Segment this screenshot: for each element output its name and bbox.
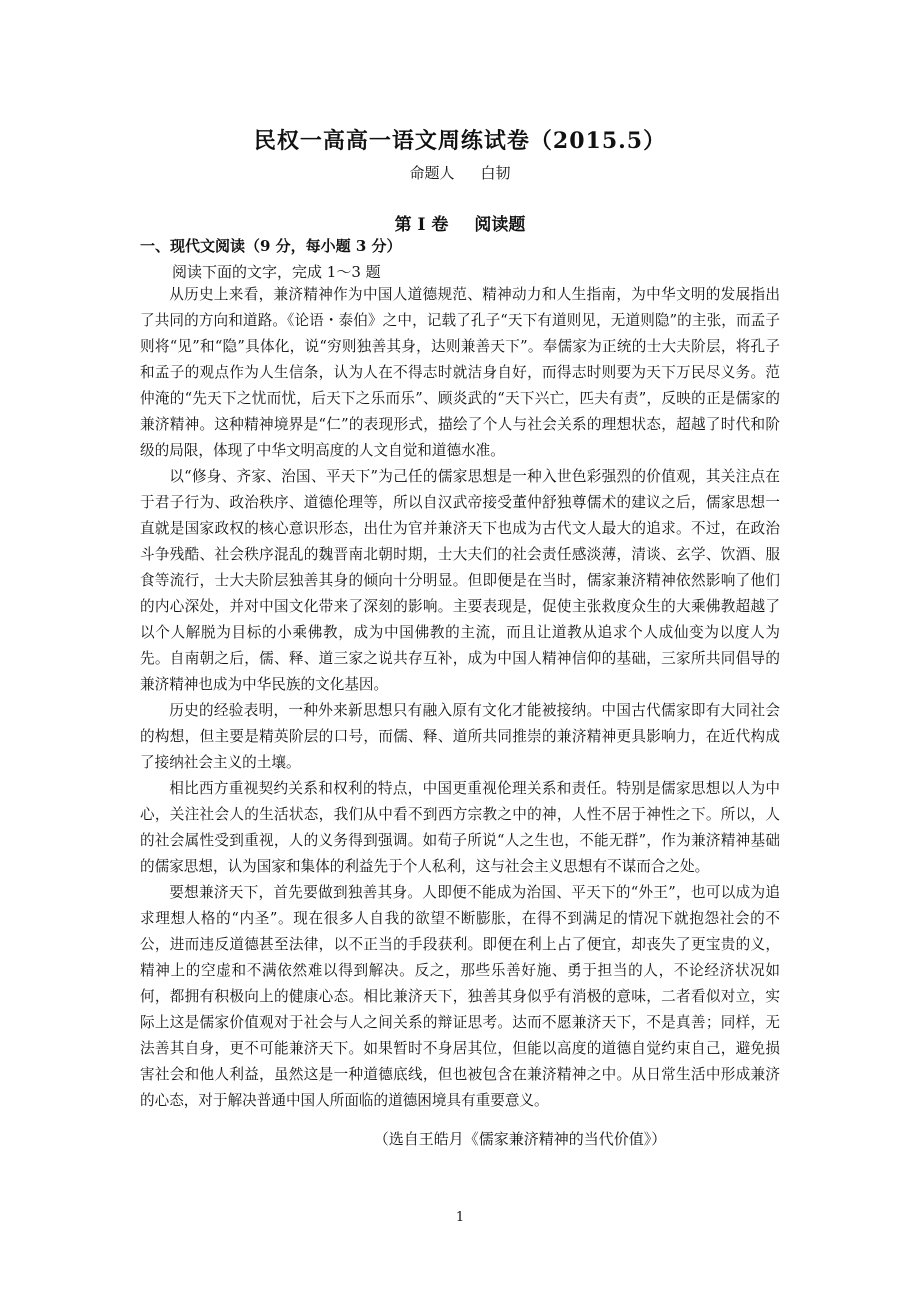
page-number: 1 [455,1210,465,1225]
section-number: 第 I 卷 [394,215,449,235]
reading-instruction: 阅读下面的文字，完成 1～3 题 [172,263,381,281]
section-title [0,210,920,235]
passage-paragraph: 历史的经验表明，一种外来新思想只有融入原有文化才能被接纳。中国古代儒家即有大同社会的构想，但主要是精英阶层的口号，而儒、释、道所共同推崇的兼济精神更具影响力，在近代构成了接纳社会主义的土壤。 [140,702,780,771]
question-heading: 一、现代文阅读（9 分，每小题 3 分） [140,237,402,255]
author-label: 命题人 [409,164,455,182]
passage-paragraph: 以“修身、齐家、治国、平天下”为己任的儒家思想是一种入世色彩强烈的价值观，其关注点在于君子行为、政治秩序、道德伦理等，所以自汉武帝接受董仲舒独尊儒术的建议之后，儒家思想一直就是国家政权的核心意识形态，出仕为官并兼济天下也成为古代文人最大的追求。不过，在政治斗争残酷、社会秩序混乱的魏晋南北朝时期，士大夫们的社会责任感淡薄，清谈、玄学、饮酒、服食等流行，士大夫阶层独善其身的倾向十分明显。但即便是在当时，儒家兼济精神依然影响了他们的内心深处，并对中国文化带来了深刻的影响。主要表现是，促使主张救度众生的大乘佛教超越了以个人解脱为目标的小乘佛教，成为中国佛教的主流，而且让道教从追求个人成仙变为以度人为先。自南朝之后，儒、释、道三家之说共存互补，成为中国人精神信仰的基础，三家所共同倡导的兼济精神也成为中华民族的文化基因。 [140,468,780,693]
passage-source: （选自王皓月《儒家兼济精神的当代价值》） [373,1130,667,1148]
author-line [0,162,920,183]
section-name: 阅读题 [474,215,526,235]
passage-paragraph: 相比西方重视契约关系和权利的特点，中国更重视伦理关系和责任。特别是儒家思想以人为中心，关注社会人的生活状态，我们从中看不到西方宗教之中的神，人性不居于神性之下。所以，人的社会属性受到重视，人的义务得到强调。如荀子所说“人之生也，不能无群”，作为兼济精神基础的儒家思想，认为国家和集体的利益先于个人私利，这与社会主义思想有不谋而合之处。 [140,780,780,875]
passage-paragraph: 要想兼济天下，首先要做到独善其身。人即便不能成为治国、平天下的“外王”，也可以成为追求理想人格的“内圣”。现在很多人自我的欲望不断膨胀，在得不到满足的情况下就抱怨社会的不公，进而违反道德甚至法律，以不正当的手段获利。即便在利上占了便宜，却丧失了更宝贵的义，精神上的空虚和不满依然难以得到解决。反之，那些乐善好施、勇于担当的人，不论经济状况如何，都拥有积极向上的健康心态。相比兼济天下，独善其身似乎有消极的意味，二者看似对立，实际上这是儒家价值观对于社会与人之间关系的辩证思考。达而不愿兼济天下，不是真善；同样，无法善其自身，更不可能兼济天下。如果暂时不身居其位，但能以高度的道德自觉约束自己，避免损害社会和他人利益，虽然这是一种道德底线，但也被包含在兼济精神之中。从日常生活中形成兼济的心态，对于解决普通中国人所面临的道德困境具有重要意义。 [140,884,780,1109]
reading-passage [140,282,780,1114]
passage-paragraph: 从历史上来看，兼济精神作为中国人道德规范、精神动力和人生指南，为中华文明的发展指出了共同的方向和道路。《论语・泰伯》之中，记载了孔子“天下有道则见，无道则隐”的主张，而孟子则将“见”和“隐”具体化，说“穷则独善其身，达则兼善天下”。奉儒家为正统的士大夫阶层，将孔子和孟子的观点作为人生信条，认为人在不得志时就洁身自好，而得志时则要为天下万民尽义务。范仲淹的“先天下之忧而忧，后天下之乐而乐”、顾炎武的“天下兴亡，匹夫有责”，反映的正是儒家的兼济精神。这种精神境界是“仁”的表现形式，描绘了个人与社会关系的理想状态，超越了时代和阶级的局限，体现了中华文明高度的人文自觉和道德水准。 [140,286,780,459]
exam-title: 民权一高高一语文周练试卷（2015.5） [253,128,667,154]
author-name: 白韧 [480,164,511,182]
